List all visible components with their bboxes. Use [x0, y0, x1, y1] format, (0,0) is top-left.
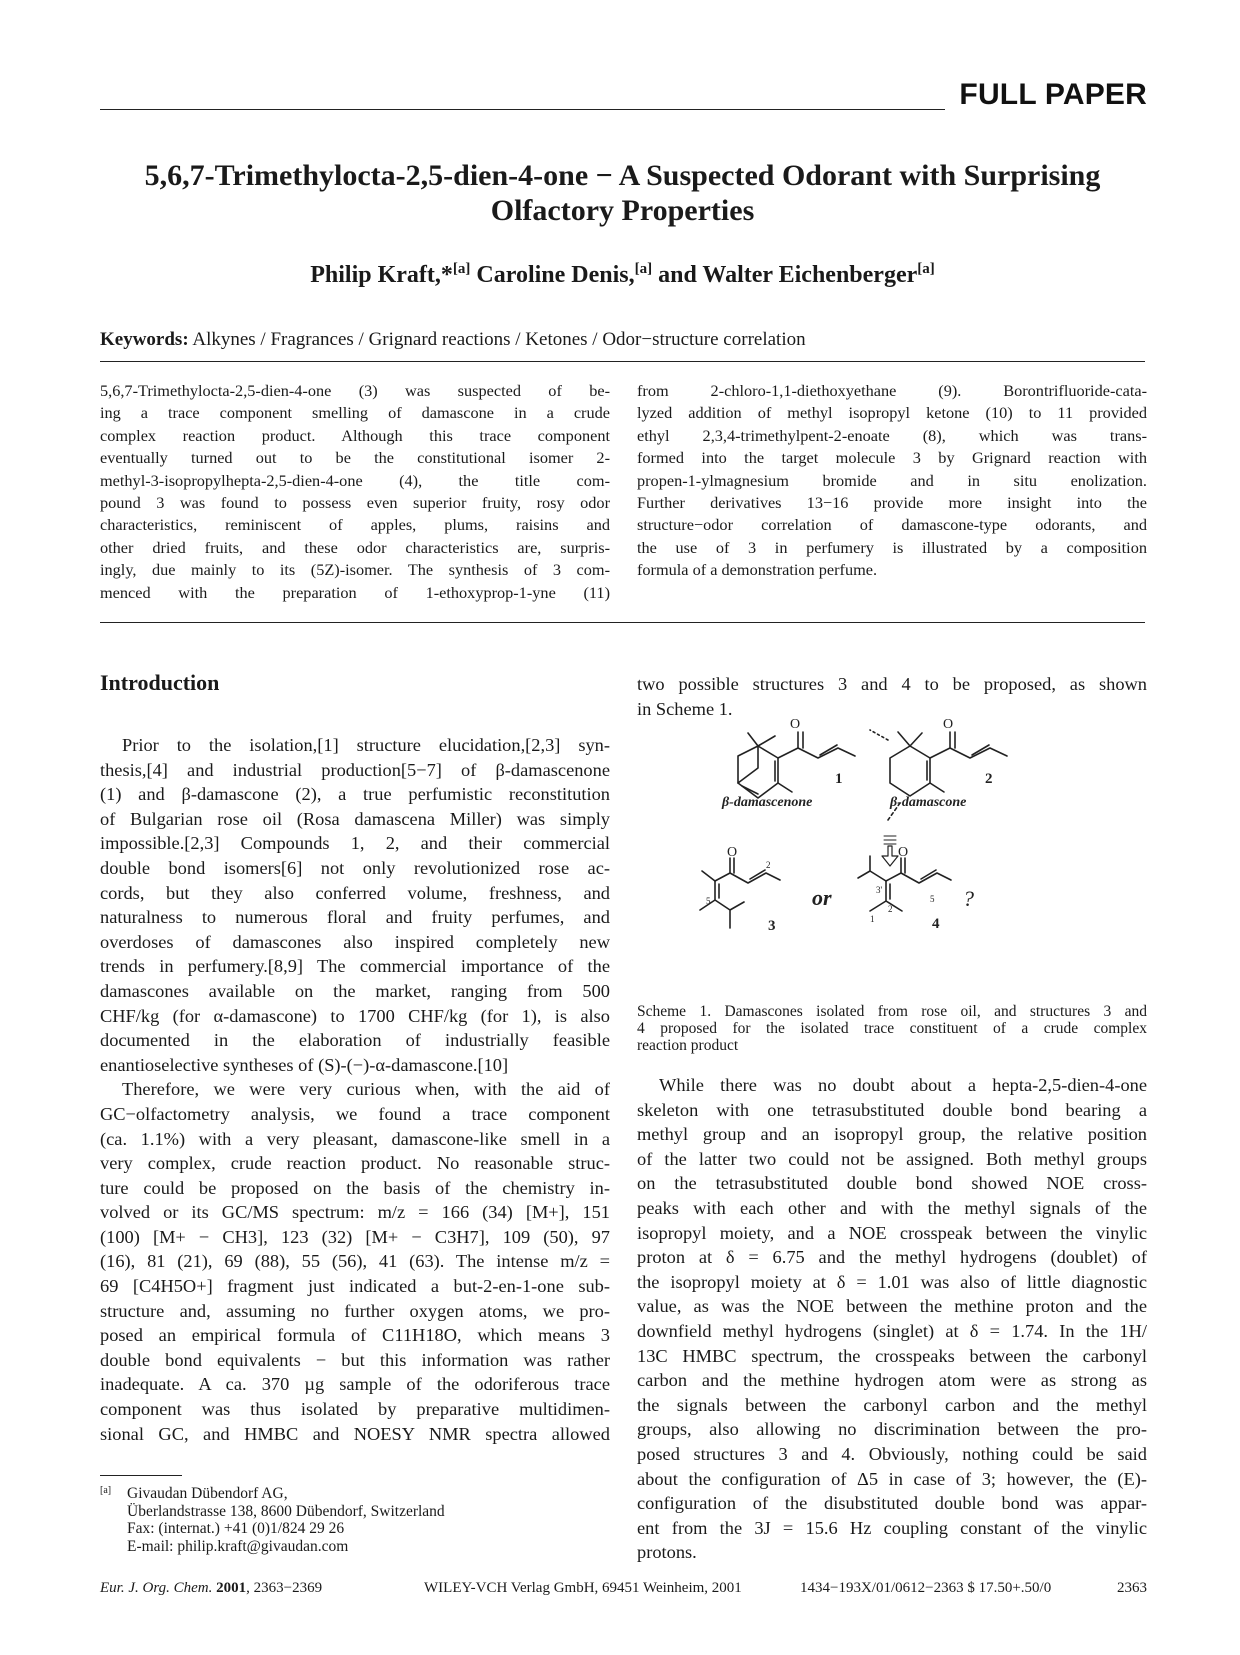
body-line: component was thus isolated by preparative multidimen- [100, 1399, 610, 1420]
compound-name-1: β-damascenone [722, 795, 813, 810]
footer-citation [100, 1580, 322, 1597]
page-number: 2363 [1117, 1580, 1147, 1596]
section-heading: Introduction [100, 670, 220, 695]
footnote-email: E-mail: philip.kraft@givaudan.com [127, 1537, 349, 1555]
abstract-left-column [100, 380, 610, 604]
body-line: (1) and β-damascone (2), a true perfumistic reconstitution [100, 784, 610, 805]
atom-number-3prime: 3' [876, 885, 883, 895]
body-line: While there was no doubt about a hepta-2,5-dien-4-one [659, 1075, 1147, 1095]
abstract-rule [100, 622, 1145, 623]
keywords-rule [100, 361, 1145, 362]
body-line: (100) [M+ − CH3], 123 (32) [M+ − C3H7], 109 (50), 97 [100, 1226, 610, 1247]
atom-number-2: 2 [888, 904, 893, 914]
or-label: or [812, 885, 832, 910]
body-right-column [637, 1073, 1147, 1565]
body-line: damascones available on the market, ranging from 500 [100, 980, 610, 1001]
abstract-line: eventually turned out to be the constitutional isomer 2- [100, 448, 610, 468]
abstract-line: formed into the target molecule 3 by Grignard reaction with [637, 448, 1147, 468]
body-line: posed an empirical formula of C11H18O, which means 3 [100, 1325, 610, 1346]
title-line-2: Olfactory Properties [490, 194, 755, 227]
body-line: of the latter two could not be assigned. Both methyl groups [637, 1148, 1147, 1169]
author-name: Philip Kraft,* [310, 262, 453, 288]
keywords [100, 329, 806, 351]
title-line-1: 5,6,7-Trimethylocta-2,5-dien-4-one − A Suspected Odorant with Surprising [144, 159, 1101, 192]
oxygen-atom-label: O [789, 717, 801, 732]
abstract-line: menced with the preparation of 1-ethoxyprop-1-yne (11) [100, 582, 610, 602]
body-line: double bond isomers[6] not only revolutionized rose ac- [100, 857, 610, 878]
affiliation-mark: [a] [452, 261, 471, 277]
body-line: ture could be proposed on the basis of the chemistry in- [100, 1177, 610, 1198]
abstract-line: from 2-chloro-1,1-diethoxyethane (9). Borontrifluoride-cata- [637, 381, 1147, 400]
body-line: value, as was the NOE between the methine proton and the [637, 1296, 1147, 1317]
body-line: downfield methyl hydrogens (singlet) at δ = 1.74. In the 1H/ [637, 1320, 1147, 1341]
body-line: 13C HMBC spectrum, the crosspeaks between the carbonyl [637, 1345, 1147, 1366]
body-left-column [100, 733, 610, 1446]
abstract-line: methyl-3-isopropylhepta-2,5-dien-4-one (4), the title com- [100, 470, 610, 490]
body-line: CHF/kg (for α-damascone) to 1700 CHF/kg (for 1), is also [100, 1005, 610, 1026]
body-line: the isopropyl moiety at δ = 1.01 was also of little diagnostic [637, 1271, 1147, 1292]
section-label: FULL PAPER [959, 78, 1147, 111]
footnote-rule [100, 1475, 182, 1476]
journal-name: Eur. J. Org. Chem. [100, 1580, 213, 1596]
abstract-line: ingly, due mainly to its (5Z)-isomer. The synthesis of 3 com- [100, 560, 610, 580]
caption-line: reaction product [637, 1037, 739, 1054]
abstract-line: ethyl 2,3,4-trimethylpent-2-enoate (8), which was trans- [637, 425, 1147, 445]
body-line: 69 [C4H5O+] fragment just indicated a but-2-en-1-one sub- [100, 1276, 610, 1297]
body-line: about the configuration of Δ5 in case of 3; however, the (E)- [637, 1468, 1147, 1489]
oxygen-atom-label: O [942, 717, 954, 732]
abstract-line: complex reaction product. Although this trace component [100, 425, 610, 445]
body-line: groups, also allowing no discrimination between the pro- [637, 1419, 1147, 1440]
abstract-line: Further derivatives 13−16 provide more insight into the [637, 493, 1147, 513]
atom-number-1: 1 [870, 914, 875, 924]
header-rule [100, 109, 945, 110]
body-line: ent from the 3J = 15.6 Hz coupling constant of the vinylic [637, 1517, 1147, 1538]
body-line: cords, but they also conferred volume, freshness, and [100, 882, 610, 903]
abstract-line: propen-1-ylmagnesium bromide and in situ enolization. [637, 470, 1147, 490]
body-line: documented in the elaboration of industrially feasible [100, 1030, 610, 1051]
body-line: two possible structures 3 and 4 to be proposed, as shown [637, 674, 1147, 694]
footnote-line: Givaudan Dübendorf AG, [127, 1485, 288, 1502]
abstract-right-column [637, 380, 1147, 582]
oxygen-atom-label: O [726, 845, 738, 860]
body-line: skeleton with one tetrasubstituted double bond bearing a [637, 1099, 1147, 1120]
body-line: enantioselective syntheses of (S)-(−)-α-damascone.[10] [100, 1054, 509, 1075]
question-mark: ? [963, 886, 974, 911]
abstract-line: ing a trace component smelling of damascone in a crude [100, 403, 610, 423]
compound-number-3: 3 [768, 918, 776, 934]
body-line: very complex, crude reaction product. No reasonable struc- [100, 1153, 610, 1174]
body-line: GC−olfactometry analysis, we found a trace component [100, 1103, 610, 1124]
scheme-1-figure [706, 717, 1060, 958]
abstract-line: pound 3 was found to possess even superior fruity, rosy odor [100, 493, 610, 513]
body-line: trends in perfumery.[8,9] The commercial importance of the [100, 956, 610, 977]
body-line: volved or its GC/MS spectrum: m/z = 166 (34) [M+], 151 [100, 1202, 610, 1223]
body-line: the signals between the carbonyl carbon and the methyl [637, 1394, 1147, 1415]
abstract-line: characteristics, reminiscent of apples, plums, raisins and [100, 515, 610, 535]
body-line: double bond equivalents − but this information was rather [100, 1349, 610, 1370]
body-line: overdoses of damascones also inspired completely new [100, 931, 610, 952]
body-line: posed structures 3 and 4. Obviously, nothing could be said [637, 1443, 1147, 1464]
keywords-text: Alkynes / Fragrances / Grignard reactions / Ketones / Odor−structure correlation [188, 329, 806, 350]
abstract-line: structure−odor correlation of damascone-type odorants, and [637, 515, 1147, 535]
body-line: (16), 81 (21), 69 (88), 55 (56), 41 (63). The intense m/z = [100, 1251, 610, 1272]
atom-number-2: 2 [766, 860, 771, 870]
journal-year: 2001 [216, 1580, 247, 1596]
compound-name-2: β-damascone [890, 795, 967, 810]
footer-publisher: WILEY-VCH Verlag GmbH, 69451 Weinheim, 2001 [424, 1580, 742, 1596]
atom-number-5: 5 [930, 894, 935, 904]
body-line: in Scheme 1. [637, 698, 733, 719]
body-line: Therefore, we were very curious when, with the aid of [122, 1079, 610, 1100]
body-line: Prior to the isolation,[1] structure elucidation,[2,3] syn- [122, 735, 610, 755]
atom-number-5: 5 [706, 896, 711, 906]
body-line: inadequate. A ca. 370 µg sample of the odoriferous trace [100, 1374, 610, 1395]
body-line: thesis,[4] and industrial production[5−7] of β-damascenone [100, 759, 610, 780]
body-line: impossible.[2,3] Compounds 1, 2, and their commercial [100, 833, 610, 854]
body-line: on the tetrasubstituted double bond showed NOE cross- [637, 1173, 1147, 1194]
body-line: naturalness to numerous floral and fruity perfumes, and [100, 907, 610, 928]
body-line: methyl group and an isopropyl group, the relative position [637, 1124, 1147, 1145]
body-line: (ca. 1.1%) with a very pleasant, damascone-like smell in a [100, 1128, 610, 1149]
body-line: of Bulgarian rose oil (Rosa damascena Miller) was simply [100, 808, 610, 829]
compound-number-4: 4 [932, 916, 940, 932]
author-name: Caroline Denis, [470, 262, 635, 288]
caption-line: Scheme 1. Damascones isolated from rose oil, and structures 3 and [637, 1003, 1147, 1020]
affiliation-mark: [a] [634, 261, 653, 277]
author-name: and Walter Eichenberger [652, 262, 918, 288]
abstract-line: other dried fruits, and these odor characteristics are, surpris- [100, 537, 610, 557]
body-line: configuration of the disubstituted double bond was appar- [637, 1493, 1147, 1514]
abstract-line: the use of 3 in perfumery is illustrated by a composition [637, 537, 1147, 557]
abstract-line: lyzed addition of methyl isopropyl ketone (10) to 11 provided [637, 403, 1147, 423]
footnote-line: Überlandstrasse 138, 8600 Dübendorf, Switzerland [127, 1502, 445, 1520]
body-line: peaks with each other and with the methyl signals of the [637, 1197, 1147, 1218]
compound-number-1: 1 [835, 771, 843, 787]
paper-title [100, 158, 1145, 228]
footer-issn: 1434−193X/01/0612−2363 $ 17.50+.50/0 [800, 1580, 1052, 1596]
body-right-top [637, 672, 1147, 721]
body-line: structure and, assuming no further oxygen atoms, we pro- [100, 1300, 610, 1321]
keywords-label: Keywords: [100, 329, 189, 350]
caption-line: 4 proposed for the isolated trace constituent of a crude complex [637, 1020, 1147, 1037]
footnote-line: Fax: (internat.) +41 (0)1/824 29 26 [127, 1520, 345, 1537]
affiliation-footnote [100, 1485, 445, 1555]
journal-pages: , 2363−2369 [246, 1580, 323, 1596]
compound-number-2: 2 [985, 771, 993, 787]
body-line: isopropyl moiety, and a NOE crosspeak between the vinylic [637, 1222, 1147, 1243]
affiliation-mark: [a] [917, 261, 935, 277]
footnote-mark: [a] [100, 1485, 112, 1496]
body-line: carbon and the methine hydrogen atom were as strong as [637, 1370, 1147, 1391]
abstract-line: formula of a demonstration perfume. [637, 560, 878, 580]
author-list [100, 262, 1145, 289]
oxygen-atom-label: O [897, 845, 909, 860]
abstract-line: 5,6,7-Trimethylocta-2,5-dien-4-one (3) was suspected of be- [100, 381, 610, 400]
scheme-caption [637, 1003, 1147, 1054]
body-line: sional GC, and HMBC and NOESY NMR spectra allowed [100, 1423, 610, 1444]
body-line: protons. [637, 1542, 697, 1563]
body-line: proton at δ = 6.75 and the methyl hydrogens (doublet) of [637, 1247, 1147, 1268]
